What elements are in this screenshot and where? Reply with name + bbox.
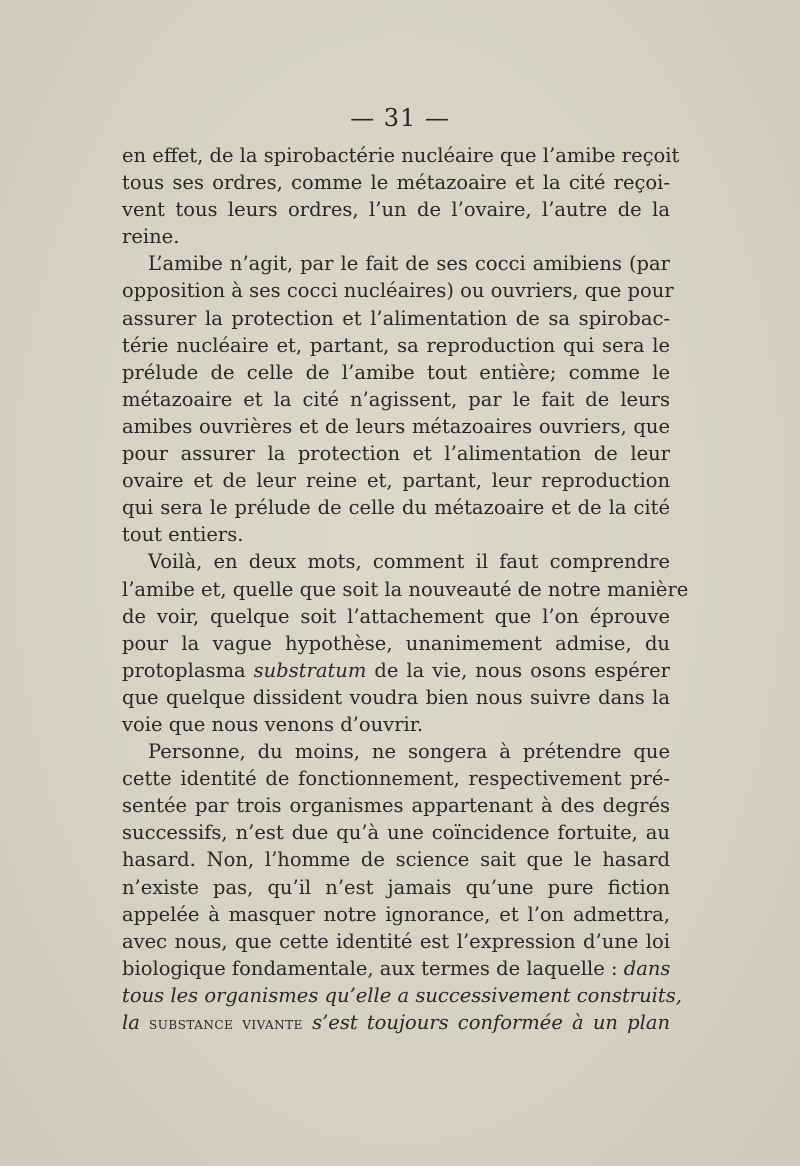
italic-text: substratum: [253, 658, 367, 682]
text-segment: Voilà, en deux mots, comment il faut comprendre: [148, 550, 670, 574]
text-segment: hasard. Non, l’homme de science sait que le hasard: [122, 848, 670, 872]
text-segment: ovaire et de leur reine et, partant, leur reproduction: [122, 469, 670, 493]
text-line: [122, 684, 670, 711]
text-segment: prélude de celle de l’amibe tout entière; comme le: [122, 360, 670, 384]
text-line: [122, 169, 670, 196]
text-segment: biologique fondamentale, aux termes de laquelle :: [122, 956, 624, 980]
text-segment: assurer la protection et l’alimentation de sa spirobac-: [122, 306, 670, 330]
text-segment: protoplasma: [122, 658, 254, 682]
text-line: [122, 576, 689, 603]
text-line: [122, 250, 670, 277]
text-segment: vent tous leurs ordres, l’un de l’ovaire, l’autre de la: [122, 198, 670, 222]
text-line: [122, 928, 670, 955]
text-segment: l’amibe et, quelle que soit la nouveauté de notre manière: [122, 577, 689, 601]
text-line: [122, 277, 674, 304]
text-line: [122, 630, 670, 657]
text-line: [122, 359, 670, 386]
text-line: [122, 196, 670, 223]
text-line: [122, 874, 670, 901]
text-segment: térie nucléaire et, partant, sa reproduction qui sera le: [122, 333, 670, 357]
text-segment: reine.: [122, 225, 180, 249]
text-line: [122, 494, 670, 521]
text-line: [122, 305, 670, 332]
text-line: [122, 955, 670, 982]
text-line: [122, 223, 670, 250]
text-segment: de voir, quelque soit l’attachement que l’on éprouve: [122, 604, 670, 628]
text-line: [122, 142, 680, 169]
text-line: [122, 901, 670, 928]
text-segment: Personne, du moins, ne songera à prétendre que: [148, 740, 670, 764]
text-segment: L’amibe n’agit, par le fait de ses cocci amibiens (par: [148, 252, 670, 276]
text-line: [122, 467, 670, 494]
text-segment: que quelque dissident voudra bien nous suivre dans la: [122, 685, 670, 709]
text-segment: en effet, de la spirobactérie nucléaire que l’amibe reçoit: [122, 144, 680, 167]
page-number: — 31 —: [350, 104, 450, 132]
text-segment: avec nous, que cette identité est l’expression d’une loi: [122, 929, 670, 953]
text-segment: opposition à ses cocci nucléaires) ou ouvriers, que pour: [122, 279, 674, 303]
text-line: [122, 548, 670, 575]
text-line: [122, 521, 670, 548]
text-line: [122, 332, 670, 359]
text-line: [122, 413, 670, 440]
text-line: [122, 846, 670, 873]
text-segment: pour la vague hypothèse, unanimement admise, du: [122, 631, 670, 655]
text-segment: métazoaire et la cité n’agissent, par le fait de leurs: [122, 387, 670, 411]
text-line: [122, 982, 682, 1009]
italic-text: la: [122, 1011, 150, 1034]
text-segment: qui sera le prélude de celle du métazoaire et de la cité: [122, 496, 670, 520]
text-line: [122, 792, 670, 819]
text-segment: pour assurer la protection et l’alimentation de leur: [122, 442, 670, 466]
body-text: [122, 142, 689, 1036]
text-segment: amibes ouvrières et de leurs métazoaires ouvriers, que: [122, 414, 670, 438]
text-segment: de la vie, nous osons espérer: [366, 658, 670, 682]
text-segment: tout entiers.: [122, 523, 244, 547]
text-segment: tous ses ordres, comme le métazoaire et la cité reçoi-: [122, 171, 670, 195]
text-line: [122, 738, 670, 765]
italic-text: dans: [623, 956, 671, 980]
text-segment: appelée à masquer notre ignorance, et l’on admettra,: [122, 902, 670, 926]
text-segment: cette identité de fonctionnement, respectivement pré-: [122, 767, 670, 791]
text-line: [122, 819, 670, 846]
text-segment: n’existe pas, qu’il n’est jamais qu’une pure fiction: [122, 875, 670, 899]
text-segment: sentée par trois organismes appartenant à des degrés: [122, 794, 670, 818]
text-line: [122, 765, 670, 792]
text-segment: voie que nous venons d’ouvrir.: [122, 712, 424, 736]
text-line: [122, 657, 670, 684]
text-line: [122, 603, 670, 630]
text-line: [122, 386, 670, 413]
text-segment: successifs, n’est due qu’à une coïncidence fortuite, au: [122, 821, 670, 845]
text-line: [122, 440, 670, 467]
italic-text: tous les organismes qu’elle a successivement construits,: [122, 983, 682, 1007]
small-caps-text: substance vivante: [149, 1014, 303, 1034]
italic-text: s’est toujours conformée à un plan: [302, 1011, 671, 1034]
text-line: [122, 1009, 670, 1036]
text-line: [122, 711, 670, 738]
